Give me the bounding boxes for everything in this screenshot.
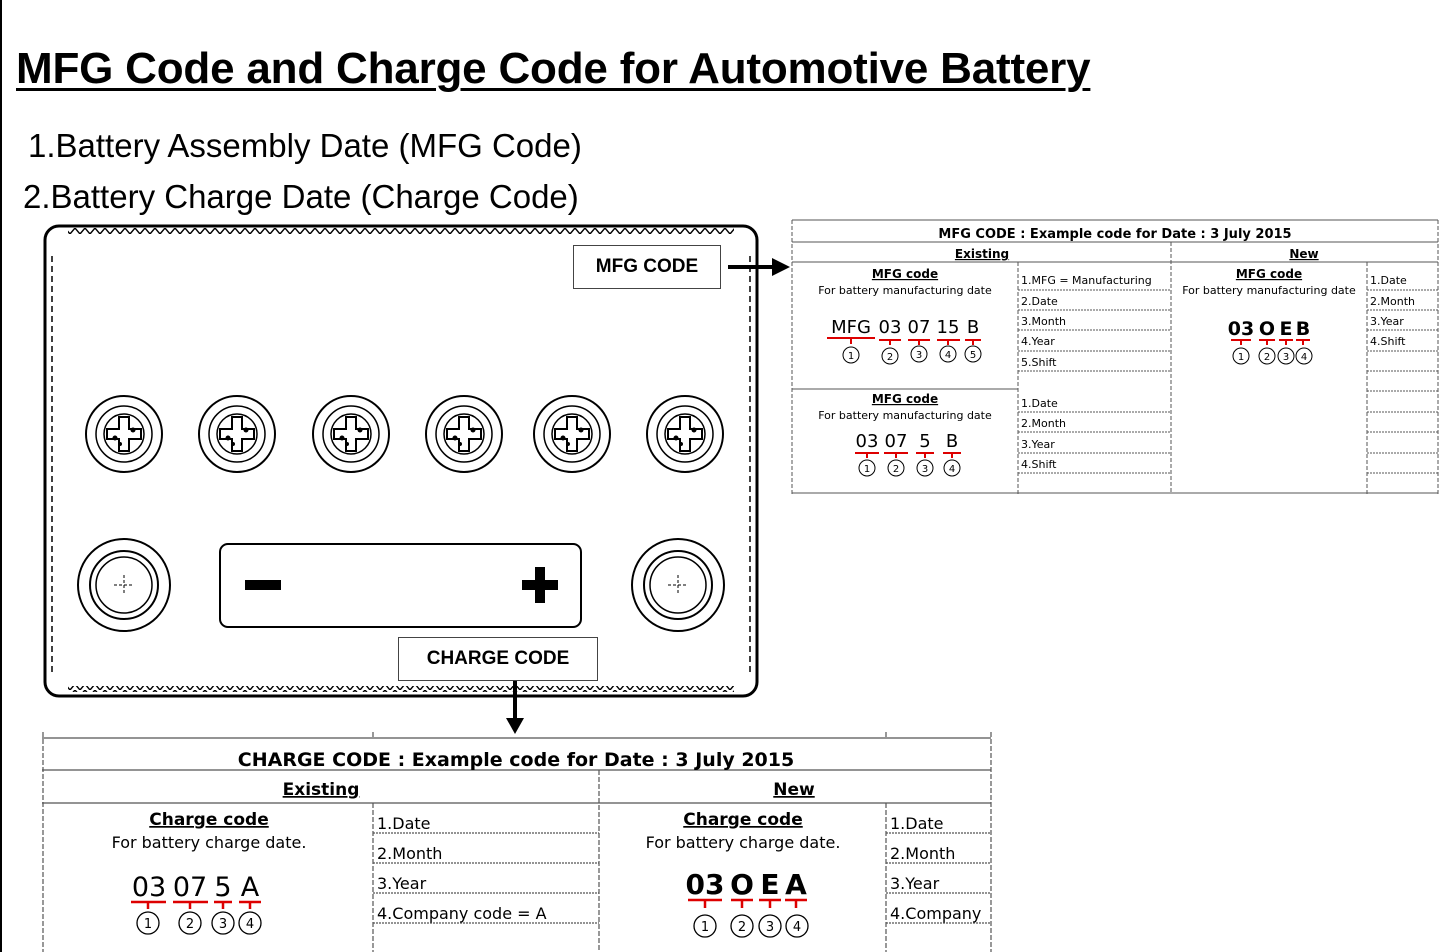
mfg-new-item-3: 3.Year [1370,315,1404,328]
mfg-existing2-item-4: 4.Shift [1021,458,1057,471]
mfg-existing1-marker-1: 1 [847,351,855,362]
charge-existing-marker-2: 2 [185,917,195,932]
charge-new-item-4: 4.Company [890,904,982,923]
charge-new-desc: For battery charge date. [645,833,841,852]
charge-new-marker-1: 1 [700,920,710,935]
charge-new-seg-4: A [785,868,807,901]
mfg-existing1-marker-5: 5 [969,350,977,361]
mfg-existing1-marker-4: 4 [944,350,952,361]
charge-existing-seg-1: 03 [131,872,167,903]
mfg-new-seg-2: O [1258,318,1276,340]
charge-new-item-2: 2.Month [890,844,956,863]
mfg-existing1-item-5: 5.Shift [1021,356,1057,369]
charge-existing-marker-4: 4 [245,917,255,932]
mfg-existing2-seg-2: 07 [884,431,908,452]
mfg-table-new-header: New [1289,247,1319,261]
charge-new-item-1: 1.Date [890,814,944,833]
mfg-existing1-seg-2: 03 [878,317,902,338]
mfg-new-heading: MFG code [1235,267,1303,281]
mfg-code-label: MFG CODE [573,245,721,289]
mfg-existing2-marker-1: 1 [863,464,871,475]
mfg-existing2-item-2: 2.Month [1021,417,1066,430]
mfg-existing1-seg-4: 15 [936,317,960,338]
charge-new-marker-4: 4 [792,920,802,935]
charge-code-label: CHARGE CODE [398,637,598,681]
mfg-new-desc: For battery manufacturing date [1182,284,1356,297]
charge-existing-heading: Charge code [149,810,269,830]
mfg-new-seg-3: E [1279,318,1293,340]
charge-existing-item-1: 1.Date [377,814,431,833]
charge-table-title: CHARGE CODE : Example code for Date : 3 July 2015 [237,749,795,771]
charge-existing-desc: For battery charge date. [111,833,307,852]
charge-existing-seg-4: A [240,872,260,903]
mfg-new-item-1: 1.Date [1370,274,1407,287]
mfg-existing2-marker-4: 4 [948,464,956,475]
mfg-new-marker-3: 3 [1282,352,1290,363]
charge-existing-marker-3: 3 [218,917,228,932]
charge-new-seg-3: E [760,868,780,901]
mfg-existing1-item-2: 2.Date [1021,295,1058,308]
mfg-code-table [790,218,1439,498]
mfg-existing2-item-3: 3.Year [1021,438,1055,451]
charge-existing-marker-1: 1 [143,917,153,932]
subtitle-charge: 2.Battery Charge Date (Charge Code) [23,178,579,215]
charge-new-seg-2: O [730,868,754,901]
mfg-existing2-marker-3: 3 [921,464,929,475]
charge-existing-item-2: 2.Month [377,844,443,863]
mfg-existing1-desc: For battery manufacturing date [818,284,992,297]
mfg-existing2-item-1: 1.Date [1021,397,1058,410]
mfg-existing2-seg-1: 03 [855,431,879,452]
page-title: MFG Code and Charge Code for Automotive Battery [16,44,1091,93]
mfg-existing1-seg-3: 07 [907,317,931,338]
mfg-new-item-2: 2.Month [1370,295,1415,308]
mfg-table-existing-header: Existing [954,247,1010,261]
mfg-existing1-heading: MFG code [871,267,939,281]
charge-code-table [40,732,995,952]
mfg-new-seg-1: 03 [1227,318,1255,340]
charge-existing-item-4: 4.Company code = A [377,904,547,923]
mfg-existing1-seg-5: B [966,317,980,338]
mfg-new-seg-4: B [1295,318,1311,340]
charge-new-heading: Charge code [683,810,803,830]
charge-table-new-header: New [773,780,815,800]
mfg-new-item-4: 4.Shift [1370,335,1406,348]
mfg-existing1-marker-3: 3 [915,350,923,361]
mfg-existing2-seg-4: B [945,431,959,452]
mfg-existing1-item-3: 3.Month [1021,315,1066,328]
charge-new-marker-3: 3 [765,920,775,935]
mfg-existing2-heading: MFG code [871,392,939,406]
charge-existing-seg-2: 07 [172,872,208,903]
mfg-existing1-seg-1: MFG [831,317,871,338]
mfg-new-marker-2: 2 [1263,352,1271,363]
charge-new-seg-1: 03 [685,868,725,901]
charge-existing-item-3: 3.Year [377,874,427,893]
charge-new-marker-2: 2 [737,920,747,935]
mfg-new-marker-4: 4 [1300,352,1308,363]
charge-existing-seg-3: 5 [214,872,232,903]
mfg-new-marker-1: 1 [1237,352,1245,363]
mfg-existing2-marker-2: 2 [892,464,900,475]
mfg-table-title: MFG CODE : Example code for Date : 3 July 2015 [938,227,1292,242]
mfg-existing2-seg-3: 5 [919,431,931,452]
mfg-existing2-desc: For battery manufacturing date [818,409,992,422]
subtitle-mfg: 1.Battery Assembly Date (MFG Code) [28,127,582,164]
charge-table-existing-header: Existing [282,780,360,800]
mfg-existing1-item-4: 4.Year [1021,335,1055,348]
mfg-existing1-item-1: 1.MFG = Manufacturing [1021,274,1152,287]
charge-new-item-3: 3.Year [890,874,940,893]
mfg-existing1-marker-2: 2 [886,352,894,363]
